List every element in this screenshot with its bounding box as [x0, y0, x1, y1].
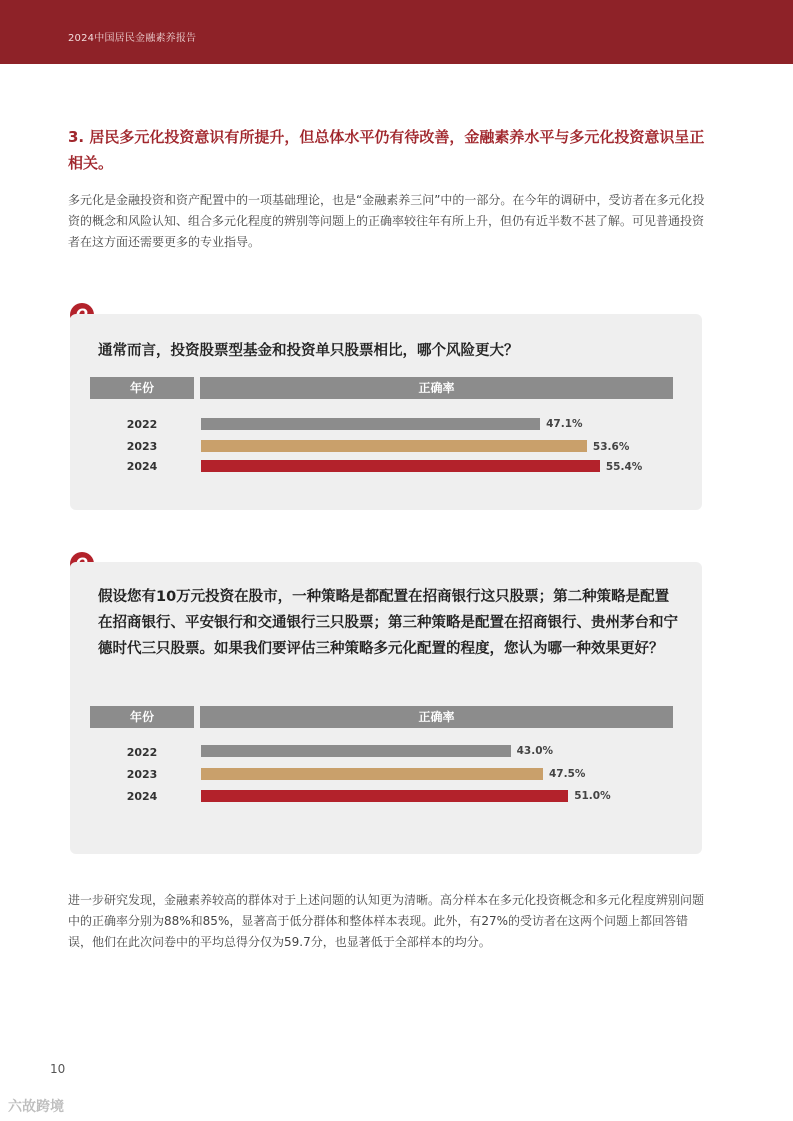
bar-2024	[201, 460, 600, 472]
intro-paragraph: 多元化是金融投资和资产配置中的一项基础理论，也是“金融素养三问”中的一部分。在今年的调研中，受访者在多元化投资的概念和风险认知、组合多元化程度的辨别等问题上的正确率较往年有所上升，但仍有近半数不甚了解。可见普通投资者在这方面还需要更多的专业指导。	[68, 193, 705, 249]
bar-2022	[201, 418, 540, 430]
conclusion-paragraph: 进一步研究发现，金融素养较高的群体对于上述问题的认知更为清晰。高分样本在多元化投资概念和多元化程度辨别问题中的正确率分别为88%和85%，显著高于低分群体和整体样本表现。此外，有27%的受访者在这两个问题上都回答错误，他们在此次问卷中的平均总得分仅为59.7分，也显著低于全部样本的均分。	[68, 893, 705, 949]
year-label: 2022	[126, 746, 158, 759]
bar-2023	[201, 440, 587, 452]
bar-2024	[201, 790, 568, 802]
section-title: 3. 居民多元化投资意识有所提升，但总体水平仍有待改善，金融素养水平与多元化投资意识呈正相关。	[68, 128, 705, 172]
column-header-year: 年份	[90, 706, 194, 728]
column-header-rate: 正确率	[200, 706, 673, 728]
question-text: 通常而言，投资股票型基金和投资单只股票相比，哪个风险更大？	[98, 343, 519, 359]
year-label: 2023	[126, 440, 158, 453]
page-header	[0, 0, 793, 64]
column-header-rate: 正确率	[200, 377, 673, 399]
bar-value-label: 47.1%	[546, 418, 583, 430]
bar-2022	[201, 745, 511, 757]
year-label: 2024	[126, 460, 158, 473]
year-label: 2023	[126, 768, 158, 781]
bar-2023	[201, 768, 543, 780]
watermark-logo: 六故跨境	[8, 1099, 64, 1115]
bar-value-label: 47.5%	[549, 768, 586, 780]
year-label: 2024	[126, 790, 158, 803]
page-number: 10	[50, 1062, 66, 1076]
year-label: 2022	[126, 418, 158, 431]
question-card-2	[70, 562, 702, 854]
bar-value-label: 43.0%	[516, 745, 554, 757]
column-header-year: 年份	[90, 377, 194, 399]
question-card-1	[70, 314, 702, 510]
report-title: 2024中国居民金融素养报告	[68, 33, 197, 44]
question-text: 假设您有10万元投资在股市，一种策略是都配置在招商银行这只股票；第二种策略是配置在招商银行、平安银行和交通银行三只股票；第三种策略是配置在招商银行、贵州茅台和宁德时代三只股票。如果我们要评估三种策略多元化配置的程度，您认为哪一种效果更好？	[98, 589, 678, 657]
bar-value-label: 53.6%	[592, 441, 630, 453]
bar-value-label: 51.0%	[574, 790, 611, 802]
bar-value-label: 55.4%	[605, 461, 643, 473]
